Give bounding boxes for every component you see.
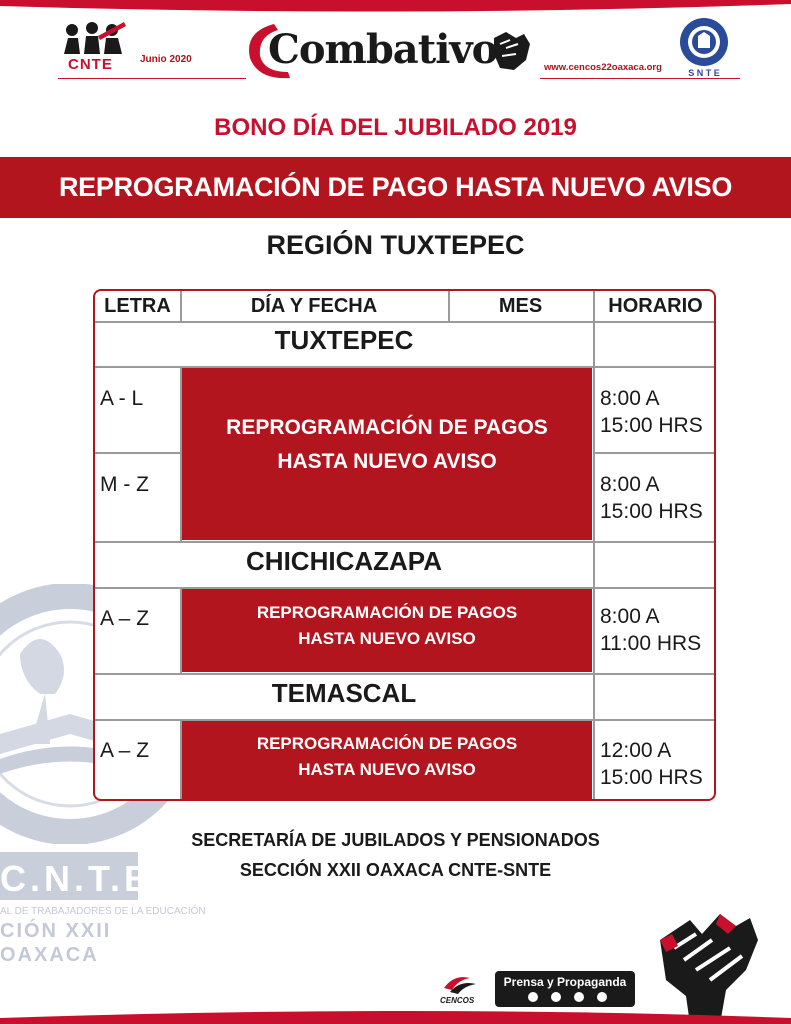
grid-line: [95, 452, 180, 454]
snte-seal: [676, 16, 732, 82]
notice-line-1: REPROGRAMACIÓN DE PAGOS: [256, 734, 518, 753]
grid-line: [593, 452, 716, 454]
column-header-letter: LETRA: [104, 295, 171, 317]
raised-fist-icon: [650, 900, 760, 1024]
region-heading: REGIÓN TUXTEPEC: [266, 230, 525, 260]
press-label: Prensa y Propaganda: [503, 975, 627, 989]
section-title-temascal: TEMASCAL: [271, 678, 417, 708]
bottom-swoosh-decoration: [0, 1008, 791, 1024]
instagram-icon[interactable]: [551, 992, 561, 1002]
youtube-icon[interactable]: [597, 992, 607, 1002]
hours-start: 12:00 A: [600, 739, 672, 762]
notice-line-1: REPROGRAMACIÓN DE PAGOS: [226, 416, 548, 439]
cnte-logo-icon: [58, 20, 130, 56]
row-letter: M - Z: [100, 473, 149, 496]
row-hours: [600, 385, 703, 439]
column-header-hours: HORARIO: [608, 295, 703, 317]
snte-seal-text: S N T E: [688, 68, 720, 78]
publication-title: Combativo: [268, 26, 498, 73]
hours-end: 15:00 HRS: [600, 414, 703, 437]
grid-line: [448, 291, 450, 321]
notice-line-1: REPROGRAMACIÓN DE PAGOS: [256, 603, 518, 622]
payment-notice-block: [182, 589, 592, 672]
notice-banner-text: REPROGRAMACIÓN DE PAGO HASTA NUEVO AVISO: [58, 172, 733, 202]
cnte-logo-text: CNTE: [68, 56, 113, 73]
header: [0, 10, 791, 85]
hours-end: 15:00 HRS: [600, 766, 703, 789]
grid-line: [95, 673, 716, 675]
twitter-icon[interactable]: [574, 992, 584, 1002]
payment-notice-block: [182, 721, 592, 801]
press-badge: [495, 971, 635, 1007]
column-header-date: DÍA Y FECHA: [250, 295, 378, 317]
section-title-chichicazapa: CHICHICAZAPA: [246, 546, 442, 576]
combativo-logo: [244, 18, 534, 82]
header-divider-left: [58, 78, 246, 79]
grid-line: [593, 291, 595, 801]
watermark-text-state: OAXACA: [0, 944, 99, 966]
notice-banner: [0, 157, 791, 218]
cencos-label: CENCOS: [440, 996, 475, 1005]
notice-line-2: HASTA NUEVO AVISO: [277, 450, 497, 473]
footer-section: SECCIÓN XXII OAXACA CNTE-SNTE: [239, 860, 552, 880]
cnte-logo: [58, 20, 130, 80]
website-link[interactable]: www.cencos22oaxaca.org: [544, 62, 662, 73]
row-letter: A - L: [100, 387, 144, 410]
issue-date: Junio 2020: [140, 54, 192, 65]
payment-notice-block: [182, 368, 592, 540]
hours-start: 8:00 A: [600, 473, 660, 496]
notice-line-2: HASTA NUEVO AVISO: [298, 629, 476, 648]
hours-start: 8:00 A: [600, 605, 660, 628]
column-header-month: MES: [498, 295, 543, 317]
grid-line: [180, 291, 182, 321]
row-hours: [600, 471, 703, 525]
footer-secretariat: SECRETARÍA DE JUBILADOS Y PENSIONADOS: [191, 830, 600, 850]
grid-line: [95, 541, 716, 543]
row-letter: A – Z: [100, 739, 150, 762]
hours-start: 8:00 A: [600, 387, 660, 410]
facebook-icon[interactable]: [528, 992, 538, 1002]
row-hours: [600, 603, 701, 657]
row-letter: A – Z: [100, 607, 150, 630]
row-hours: [600, 737, 703, 791]
watermark-text-cnte: C.N.T.E.: [0, 858, 167, 899]
watermark-text-union: AL DE TRABAJADORES DE LA EDUCACIÓN: [0, 906, 206, 917]
hours-end: 15:00 HRS: [600, 500, 703, 523]
payment-schedule-table: [93, 289, 716, 801]
notice-line-2: HASTA NUEVO AVISO: [298, 760, 476, 779]
document-title: BONO DÍA DEL JUBILADO 2019: [214, 114, 577, 141]
section-title-tuxtepec: TUXTEPEC: [274, 325, 414, 355]
watermark-text-section: CIÓN XXII: [0, 920, 112, 942]
snte-seal-icon: [676, 16, 732, 68]
hours-end: 11:00 HRS: [600, 632, 702, 655]
grid-line: [95, 321, 716, 323]
